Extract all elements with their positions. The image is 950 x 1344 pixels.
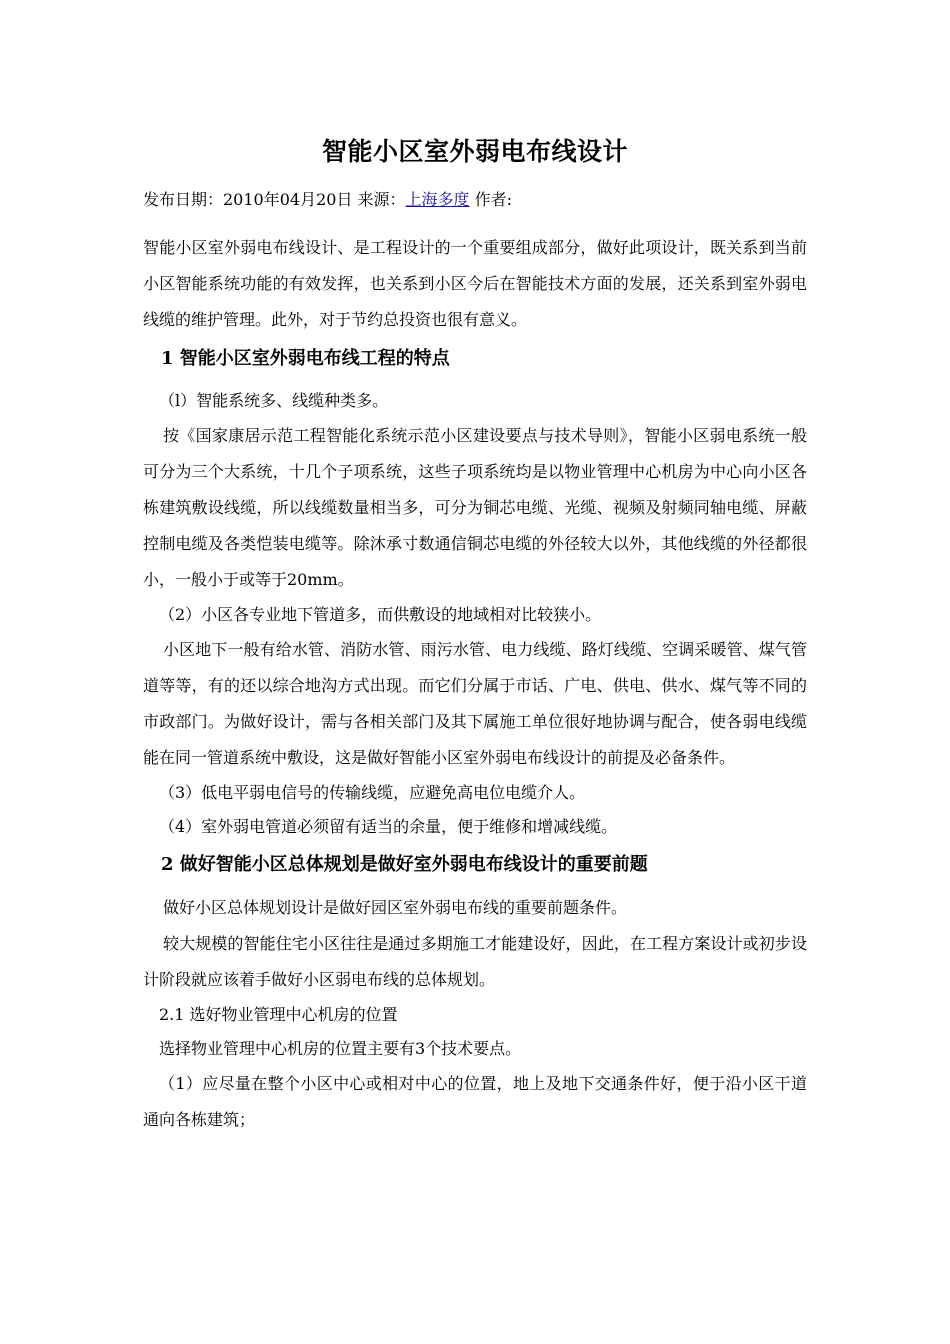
section-1-item-3: （3）低电平弱电信号的传输线缆，应避免高电位电缆介人。 — [159, 783, 586, 802]
article-meta — [143, 188, 807, 212]
subsection-2-1-heading: 2.1 选好物业管理中心机房的位置 — [159, 1005, 398, 1024]
section-2-paragraph-2: 较大规模的智能住宅小区往往是通过多期施工才能建设好，因此，在工程方案设计或初步设计阶段就应该着手做好小区弱电布线的总体规划。 — [143, 934, 807, 989]
document-title: 智能小区室外弱电布线设计 — [321, 137, 628, 166]
section-1-item-2: （2）小区各专业地下管道多，而供敷设的地域相对比较狭小。 — [159, 605, 602, 624]
section-1-paragraph-1: 按《国家康居示范工程智能化系统示范小区建设要点与技术导则》，智能小区弱电系统一般可分为三个大系统，十几个子项系统，这些子项系统均是以物业管理中心机房为中心向小区各栋建筑敷设线缆，所以线缆数量相当多，可分为铜芯电缆、光缆、视频及射频同轴电缆、屏蔽控制电缆及各类恺装电缆等。除沐承寸数通信铜芯电缆的外径较大以外，其他线缆的外径都很小，一般小于或等于20mm。 — [143, 426, 807, 589]
section-1-item-1: （l）智能系统多、线缆种类多。 — [159, 391, 389, 410]
section-2-paragraph-1: 做好小区总体规划设计是做好园区室外弱电布线的重要前题条件。 — [163, 898, 628, 917]
author-label: 作者: — [469, 190, 513, 209]
publish-date: 发布日期：2010年04月20日 来源： — [143, 190, 406, 209]
section-1-paragraph-2: 小区地下一般有给水管、消防水管、雨污水管、电力线缆、路灯线缆、空调采暖管、煤气管道等等，有的还以综合地沟方式出现。而它们分属于市话、广电、供电、供水、煤气等不同的市政部门。为做好设计，需与各相关部门及其下属施工单位很好地协调与配合，使各弱电线缆能在同一管道系统中敷设，这是做好智能小区室外弱电布线设计的前提及必备条件。 — [143, 640, 807, 767]
section-2-paragraph-3: 选择物业管理中心机房的位置主要有3个技术要点。 — [159, 1039, 522, 1058]
section-2-heading: 2 做好智能小区总体规划是做好室外弱电布线设计的重要前题 — [161, 854, 648, 875]
section-2-item-1: （1）应尽量在整个小区中心或相对中心的位置，地上及地下交通条件好，便于沿小区干道通向各栋建筑； — [143, 1074, 807, 1129]
source-link[interactable]: 上海多度 — [405, 190, 470, 209]
section-1-heading: 1 智能小区室外弱电布线工程的特点 — [161, 348, 450, 369]
intro-paragraph: 智能小区室外弱电布线设计、是工程设计的一个重要组成部分，做好此项设计，既关系到当前小区智能系统功能的有效发挥，也关系到小区今后在智能技术方面的发展，还关系到室外弱电线缆的维护管理。此外，对于节约总投资也很有意义。 — [143, 238, 807, 329]
section-1-item-4: （4）室外弱电管道必须留有适当的余量，便于维修和增减线缆。 — [159, 817, 618, 836]
